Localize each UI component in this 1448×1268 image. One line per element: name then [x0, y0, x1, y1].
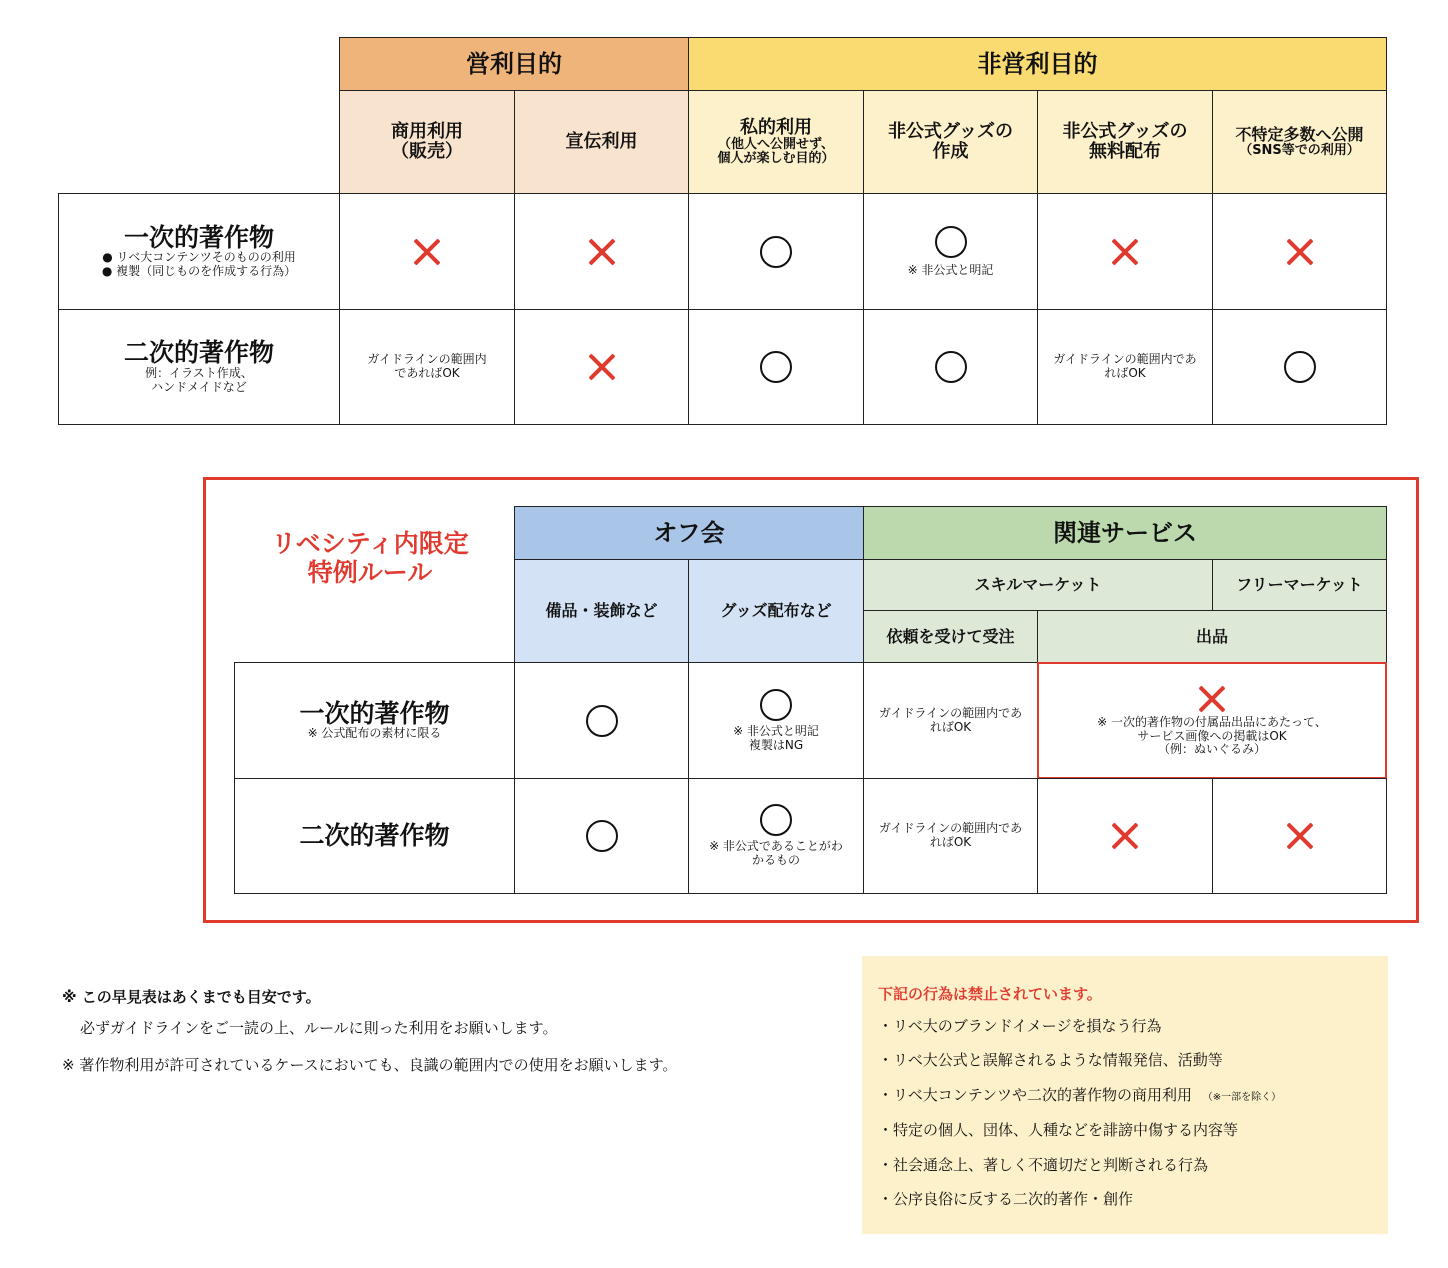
- circle-icon: [760, 689, 792, 721]
- special-row-primary-title: [234, 662, 515, 779]
- circle-icon: [935, 351, 967, 383]
- prohibited-item: [878, 1086, 1281, 1104]
- prohibited-item: ・リベ大のブランドイメージを損なう行為: [878, 1017, 1162, 1035]
- col-title: スキルマーケット: [974, 575, 1102, 595]
- cell-r2-c6: [1212, 309, 1387, 425]
- noncommercial-header-label: 非営利目的: [977, 49, 1098, 78]
- col-bihin: [514, 559, 689, 663]
- col-title: 非公式グッズの: [887, 121, 1014, 143]
- offkai-header: [514, 506, 864, 560]
- related-services-header: [863, 506, 1387, 560]
- special-label-line: 特例ルール: [307, 557, 433, 587]
- cell-r1-c4: [863, 193, 1038, 310]
- col-sub: （販売）: [391, 141, 463, 162]
- special-cell-r1-c2: [688, 662, 864, 779]
- offkai-header-label: オフ会: [653, 518, 725, 547]
- col-promotion: [514, 90, 689, 194]
- special-cell-r1-c1: [514, 662, 689, 779]
- prohibited-title: 下記の行為は禁止されています。: [878, 985, 1102, 1003]
- cell-text: ガイドラインの範囲内であ ればOK: [1053, 352, 1197, 380]
- irai-header: [863, 610, 1038, 663]
- commercial-header: [339, 37, 689, 91]
- circle-icon: [586, 705, 618, 737]
- footer-note-1: ※ この早見表はあくまでも目安です。: [62, 988, 321, 1006]
- special-cell-r2-c4: [1037, 778, 1213, 894]
- col-title: 商用利用: [391, 121, 463, 143]
- row-primary-title: [58, 193, 340, 310]
- col-title: 備品・装飾など: [545, 601, 658, 621]
- row-title: 一次的著作物: [123, 222, 274, 252]
- prohibited-item: ・特定の個人、団体、人種などを誹謗中傷する内容等: [878, 1121, 1239, 1139]
- cell-note: サービス画像への掲載はOK: [1137, 728, 1287, 743]
- related-header-label: 関連サービス: [1053, 518, 1197, 547]
- prohibited-item: ・社会通念上、著しく不適切だと判断される行為: [878, 1156, 1209, 1174]
- row-title: 二次的著作物: [123, 338, 274, 368]
- circle-icon: [760, 351, 792, 383]
- skill-market-header: [863, 559, 1213, 611]
- cell-r2-c2: [514, 309, 689, 425]
- circle-icon: [1284, 351, 1316, 383]
- col-public: [1212, 90, 1387, 194]
- col-unofficial-goods: [863, 90, 1038, 194]
- prohibited-box: [862, 956, 1388, 1234]
- cross-icon: [412, 237, 442, 267]
- noncommercial-header: [688, 37, 1387, 91]
- row-note: ● 複製（同じものを作成する行為）: [101, 264, 297, 279]
- circle-icon: [760, 236, 792, 268]
- col-sub: （他人へ公開せず、: [718, 136, 834, 152]
- col-unofficial-goods-free: [1037, 90, 1213, 194]
- cell-text: ガイドラインの範囲内であ: [878, 821, 1023, 836]
- col-title: 無料配布: [1089, 141, 1161, 162]
- cross-icon: [1110, 821, 1140, 851]
- cross-icon: [587, 237, 617, 267]
- flea-market-header: [1212, 559, 1387, 611]
- cell-note: （例：ぬいぐるみ）: [1157, 742, 1266, 757]
- row-note: ※ 公式配布の素材に限る: [307, 726, 442, 741]
- circle-icon: [760, 804, 792, 836]
- col-sub: （SNS等での利用）: [1239, 142, 1360, 158]
- cell-note: ※ 非公式であることがわ: [709, 839, 843, 854]
- col-private: [688, 90, 864, 194]
- special-rule-label: [250, 530, 490, 588]
- col-title: 出品: [1195, 626, 1228, 646]
- row-secondary-title: [58, 309, 340, 425]
- cell-text: ればOK: [929, 835, 972, 849]
- special-cell-r2-c1: [514, 778, 689, 894]
- special-label-line: リベシティ内限定: [271, 529, 469, 558]
- cell-note: ※ 非公式と明記: [733, 723, 819, 738]
- row-note: 例：イラスト作成、: [145, 365, 253, 380]
- col-title: 私的利用: [740, 116, 812, 138]
- col-title: 宣伝利用: [565, 131, 638, 153]
- col-title: 非公式グッズの: [1062, 121, 1188, 143]
- row-title: 二次的著作物: [299, 821, 450, 851]
- cell-note: ※ 非公式と明記: [907, 262, 994, 277]
- col-title: 依頼を受けて受注: [886, 626, 1015, 646]
- cell-note: ※ 一次的著作物の付属品出品にあたって、: [1097, 714, 1327, 729]
- cross-icon: [1285, 821, 1315, 851]
- special-cell-r2-c3: [863, 778, 1038, 894]
- circle-icon: [935, 226, 967, 258]
- cell-r2-c3: [688, 309, 864, 425]
- cell-note: 複製はNG: [748, 737, 804, 752]
- cell-r1-c5: [1037, 193, 1213, 310]
- footer-note-3: ※ 著作物利用が許可されているケースにおいても、良識の範囲内での使用をお願いします。: [62, 1056, 678, 1074]
- special-cell-r1-shuppin: [1037, 662, 1387, 779]
- special-cell-r2-c2: [688, 778, 864, 894]
- col-title: 不特定多数へ公開: [1235, 125, 1364, 145]
- col-commercial-sale: [339, 90, 515, 194]
- cell-r2-c5: [1037, 309, 1213, 425]
- commercial-header-label: 営利目的: [466, 49, 562, 78]
- col-sub: 個人が楽しむ目的）: [717, 150, 835, 166]
- footer-note-2: 必ずガイドラインをご一読の上、ルールに則った利用をお願いします。: [80, 1019, 558, 1037]
- cell-r1-c1: [339, 193, 515, 310]
- cell-r2-c4: [863, 309, 1038, 425]
- prohibited-item: ・公序良俗に反する二次的著作・創作: [878, 1190, 1134, 1208]
- cross-icon: [1285, 237, 1315, 267]
- col-title: グッズ配布など: [720, 601, 832, 621]
- row-note: ハンドメイドなど: [151, 379, 247, 394]
- cell-note: かるもの: [751, 853, 800, 867]
- cell-text: ガイドラインの範囲内であ: [878, 705, 1023, 720]
- cell-text: ればOK: [929, 719, 972, 734]
- cell-r1-c3: [688, 193, 864, 310]
- prohibited-item-suffix: （※一部を除く）: [1202, 1092, 1282, 1103]
- cell-r2-c1: [339, 309, 515, 425]
- circle-icon: [586, 820, 618, 852]
- special-cell-r1-c3: [863, 662, 1038, 779]
- prohibited-item: ・リベ大公式と誤解されるような情報発信、活動等: [878, 1051, 1223, 1069]
- cross-icon: [1197, 684, 1227, 714]
- col-title: フリーマーケット: [1236, 575, 1363, 595]
- col-title: 作成: [932, 141, 969, 162]
- cell-text: ガイドラインの範囲内 であればOK: [367, 352, 487, 380]
- row-title: 一次的著作物: [299, 698, 450, 728]
- prohibited-item-text: ・リベ大コンテンツや二次的著作物の商用利用: [878, 1086, 1192, 1104]
- cell-r1-c2: [514, 193, 689, 310]
- cell-r1-c6: [1212, 193, 1387, 310]
- special-row-secondary-title: [234, 778, 515, 894]
- cross-icon: [587, 352, 617, 382]
- special-cell-r2-c5: [1212, 778, 1387, 894]
- cross-icon: [1110, 237, 1140, 267]
- row-note: ● リベ大コンテンツそのものの利用: [102, 250, 296, 265]
- col-goods: [688, 559, 864, 663]
- shuppin-header: [1037, 610, 1387, 663]
